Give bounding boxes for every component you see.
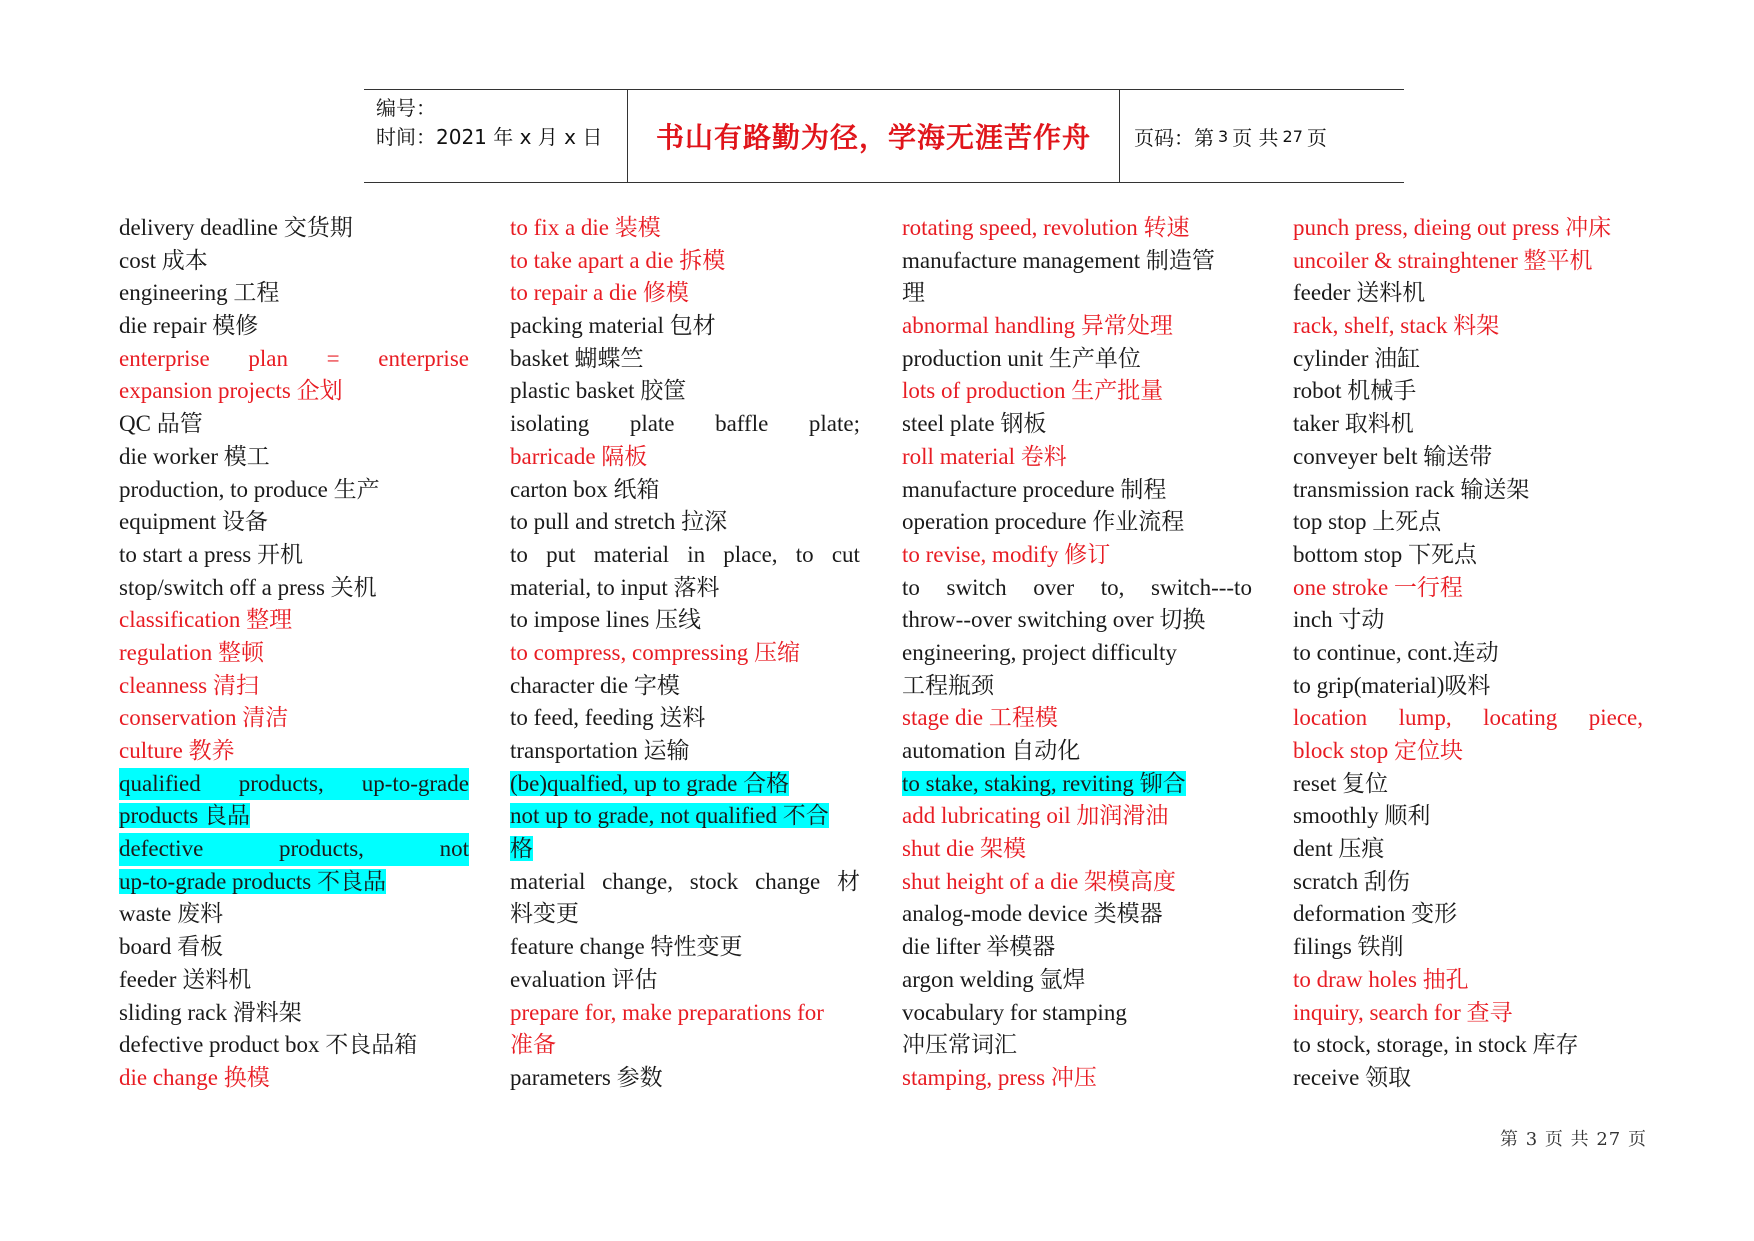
glossary-line: steel plate 钢板 xyxy=(902,411,1047,437)
glossary-line: to continue, cont.连动 xyxy=(1293,639,1499,665)
glossary-line: to switch over to, switch---to xyxy=(902,574,1252,600)
glossary-line: cleanness 清扫 xyxy=(119,672,259,698)
glossary-line: qualified products, up-to-grade xyxy=(119,768,469,801)
glossary-line: automation 自动化 xyxy=(902,738,1081,763)
glossary-line: sliding rack 滑料架 xyxy=(119,999,302,1025)
glossary-line: location lump, locating piece, xyxy=(1293,705,1643,731)
glossary-line: conservation 清洁 xyxy=(119,705,289,731)
glossary-line: top stop 上死点 xyxy=(1293,509,1442,535)
glossary-line: 准备 xyxy=(510,1032,556,1058)
glossary-line: evaluation 评估 xyxy=(510,966,658,992)
glossary-line: die lifter 举模器 xyxy=(902,934,1056,960)
page-footer: 第 3 页 共 27 页 xyxy=(1500,1129,1647,1150)
header-meta xyxy=(364,90,628,182)
glossary-line: board 看板 xyxy=(119,934,224,960)
glossary-column-1 xyxy=(119,212,469,1095)
glossary-line: dent 压痕 xyxy=(1293,836,1385,862)
glossary-line: manufacture procedure 制程 xyxy=(902,476,1167,502)
glossary-line: die repair 模修 xyxy=(119,313,259,339)
glossary-line: to start a press 开机 xyxy=(119,541,303,567)
glossary-line: roll material 卷料 xyxy=(902,443,1067,469)
glossary-line: engineering 工程 xyxy=(119,280,280,306)
glossary-line: 冲压常词汇 xyxy=(902,1032,1017,1058)
glossary-line: to feed, feeding 送料 xyxy=(510,705,706,731)
glossary-line: inquiry, search for 查寻 xyxy=(1293,999,1513,1025)
glossary-line: regulation 整顿 xyxy=(119,639,264,665)
glossary-line: robot 机械手 xyxy=(1293,378,1417,404)
glossary-line: manufacture management 制造管 xyxy=(902,247,1215,273)
page-total: 27 xyxy=(1282,126,1303,146)
glossary-line: die worker 模工 xyxy=(119,443,270,469)
glossary-line: operation procedure 作业流程 xyxy=(902,509,1185,535)
glossary-line: equipment 设备 xyxy=(119,509,268,535)
glossary-line: carton box 纸箱 xyxy=(510,476,660,502)
glossary-line: to grip(material)吸料 xyxy=(1293,672,1491,698)
glossary-line: to take apart a die 拆模 xyxy=(510,247,726,273)
glossary-line: lots of production 生产批量 xyxy=(902,378,1164,404)
glossary-line: production unit 生产单位 xyxy=(902,345,1141,371)
glossary-line: scratch 刮伤 xyxy=(1293,868,1410,894)
glossary-columns xyxy=(119,212,1649,1092)
glossary-line: cylinder 油缸 xyxy=(1293,345,1421,371)
glossary-line: to stake, staking, reviting 铆合 xyxy=(902,770,1186,796)
glossary-line: delivery deadline 交货期 xyxy=(119,215,353,240)
glossary-line: isolating plate baffle plate; xyxy=(510,411,860,437)
glossary-line: parameters 参数 xyxy=(510,1064,663,1090)
page-suffix: 页 xyxy=(1306,125,1327,150)
glossary-line: to compress, compressing 压缩 xyxy=(510,639,801,665)
glossary-line: engineering, project difficulty xyxy=(902,639,1177,665)
glossary-line: stage die 工程模 xyxy=(902,705,1058,731)
glossary-line: production, to produce 生产 xyxy=(119,476,380,502)
glossary-line: block stop 定位块 xyxy=(1293,738,1463,763)
glossary-line: 料变更 xyxy=(510,901,579,927)
page-current: 3 xyxy=(1218,126,1229,146)
glossary-line: analog-mode device 类模器 xyxy=(902,901,1163,927)
glossary-line: throw--over switching over 切换 xyxy=(902,607,1206,633)
glossary-line: filings 铁削 xyxy=(1293,934,1404,960)
glossary-line: expansion projects 企划 xyxy=(119,378,343,404)
glossary-line: die change 换模 xyxy=(119,1064,270,1090)
glossary-line: one stroke 一行程 xyxy=(1293,574,1463,600)
glossary-column-3 xyxy=(902,212,1252,1095)
glossary-line: to fix a die 装模 xyxy=(510,215,661,240)
glossary-line: deformation 变形 xyxy=(1293,901,1458,927)
glossary-line: transmission rack 输送架 xyxy=(1293,476,1530,502)
glossary-line: abnormal handling 异常处理 xyxy=(902,313,1173,339)
glossary-line: 格 xyxy=(510,836,533,862)
glossary-line: punch press, dieing out press 冲床 xyxy=(1293,215,1612,240)
glossary-line: shut die 架模 xyxy=(902,836,1026,862)
glossary-line: inch 寸动 xyxy=(1293,607,1385,633)
glossary-line: 工程瓶颈 xyxy=(902,672,994,698)
glossary-line: to impose lines 压线 xyxy=(510,607,702,633)
glossary-line: receive 领取 xyxy=(1293,1064,1412,1090)
page-header xyxy=(364,89,1404,183)
glossary-line: up-to-grade products 不良品 xyxy=(119,868,386,894)
glossary-line: cost 成本 xyxy=(119,247,208,273)
glossary-line: rack, shelf, stack 料架 xyxy=(1293,313,1500,339)
glossary-line: basket 蝴蝶竺 xyxy=(510,345,644,371)
glossary-line: conveyer belt 输送带 xyxy=(1293,443,1493,469)
glossary-line: defective products, not xyxy=(119,833,469,866)
number-label: 编号： xyxy=(376,96,436,120)
glossary-line: waste 废料 xyxy=(119,901,224,927)
glossary-line: feature change 特性变更 xyxy=(510,934,743,960)
glossary-line: plastic basket 胶筐 xyxy=(510,378,687,404)
glossary-line: transportation 运输 xyxy=(510,738,690,763)
glossary-line: to stock, storage, in stock 库存 xyxy=(1293,1032,1579,1058)
glossary-line: prepare for, make preparations for xyxy=(510,999,824,1025)
glossary-column-2 xyxy=(510,212,860,1095)
glossary-line: bottom stop 下死点 xyxy=(1293,541,1478,567)
glossary-column-4 xyxy=(1293,212,1643,1095)
glossary-line: packing material 包材 xyxy=(510,313,716,339)
time-label: 时间：2021 年 x 月 x 日 xyxy=(376,125,603,149)
glossary-line: not up to grade, not qualified 不合 xyxy=(510,803,829,829)
glossary-line: taker 取料机 xyxy=(1293,411,1414,437)
glossary-line: stop/switch off a press 关机 xyxy=(119,574,377,600)
glossary-line: barricade 隔板 xyxy=(510,443,648,469)
glossary-line: feeder 送料机 xyxy=(119,966,252,992)
glossary-line: character die 字模 xyxy=(510,672,680,698)
glossary-line: to revise, modify 修订 xyxy=(902,541,1111,567)
glossary-line: to pull and stretch 拉深 xyxy=(510,509,728,535)
glossary-line: to repair a die 修模 xyxy=(510,280,689,306)
glossary-line: products 良品 xyxy=(119,803,250,829)
glossary-line: material, to input 落料 xyxy=(510,574,720,600)
glossary-line: QC 品管 xyxy=(119,411,203,437)
glossary-line: to put material in place, to cut xyxy=(510,541,860,567)
glossary-line: (be)qualfied, up to grade 合格 xyxy=(510,770,790,796)
page-prefix: 页码：第 xyxy=(1134,125,1214,150)
glossary-line: vocabulary for stamping xyxy=(902,999,1127,1025)
glossary-line: uncoiler & strainghtener 整平机 xyxy=(1293,247,1593,273)
glossary-line: rotating speed, revolution 转速 xyxy=(902,215,1190,240)
glossary-line: feeder 送料机 xyxy=(1293,280,1426,306)
glossary-line: to draw holes 抽孔 xyxy=(1293,966,1469,992)
glossary-line: smoothly 顺利 xyxy=(1293,803,1431,829)
glossary-line: 理 xyxy=(902,280,925,306)
glossary-line: culture 教养 xyxy=(119,738,235,763)
glossary-line: material change, stock change 材 xyxy=(510,868,860,894)
glossary-line: shut height of a die 架模高度 xyxy=(902,868,1177,894)
glossary-line: add lubricating oil 加润滑油 xyxy=(902,803,1169,829)
glossary-line: argon welding 氩焊 xyxy=(902,966,1086,992)
page-mid: 页 共 xyxy=(1232,125,1279,150)
header-page-info xyxy=(1120,90,1404,182)
glossary-line: defective product box 不良品箱 xyxy=(119,1032,418,1058)
glossary-line: enterprise plan = enterprise xyxy=(119,345,469,371)
glossary-line: stamping, press 冲压 xyxy=(902,1064,1097,1090)
header-motto: 书山有路勤为径，学海无涯苦作舟 xyxy=(628,90,1120,182)
glossary-line: reset 复位 xyxy=(1293,770,1389,796)
glossary-line: classification 整理 xyxy=(119,607,293,633)
